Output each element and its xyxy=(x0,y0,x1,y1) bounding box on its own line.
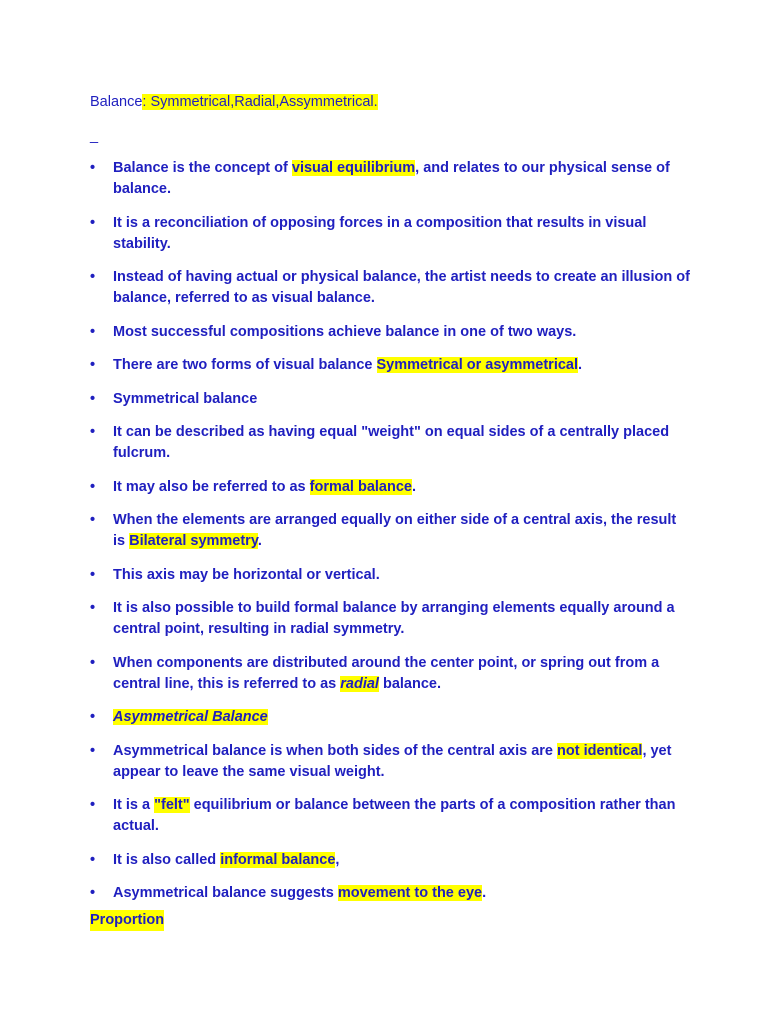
item-text-after: . xyxy=(482,885,487,901)
bullet-icon: • xyxy=(90,160,96,176)
item-text: It can be described as having equal "weight" on equal sides of a centrally placed fulcrum. xyxy=(113,424,670,461)
item-text-after: . xyxy=(257,533,262,549)
item-text-after: equilibrium or balance between the parts of a composition rather than actual. xyxy=(113,797,676,834)
item-text: It is a xyxy=(113,797,155,813)
item-highlight: "felt" xyxy=(154,797,190,813)
item-text: Balance is the concept of xyxy=(113,160,292,176)
list-item xyxy=(90,355,690,376)
list-item xyxy=(90,422,690,464)
item-text: There are two forms of visual balance xyxy=(113,357,377,373)
bullet-icon: • xyxy=(90,851,96,868)
bullet-icon: • xyxy=(90,566,96,583)
item-text-after: . xyxy=(411,478,417,495)
list-item xyxy=(90,213,690,255)
list-item xyxy=(90,477,690,498)
list-item xyxy=(90,741,690,783)
bullet-icon: • xyxy=(90,478,96,495)
bullet-icon: • xyxy=(90,269,96,285)
list-item xyxy=(90,510,690,552)
item-highlight: not identical xyxy=(557,742,643,759)
item-text: Instead of having actual or physical balance, the artist needs to create an illusion of balance, referred to as visual balance. xyxy=(113,269,690,306)
list-item xyxy=(90,653,690,695)
item-text-after: , xyxy=(335,851,340,868)
item-text: Asymmetrical balance is when both sides of the central axis are xyxy=(113,742,558,759)
bullet-icon: • xyxy=(90,709,96,725)
section-heading: Proportion xyxy=(90,910,164,931)
bullet-icon: • xyxy=(90,323,96,340)
list-item xyxy=(90,850,690,871)
item-text: It is also possible to build formal balance by arranging elements equally around a central point, resulting in radial symmetry. xyxy=(113,600,675,637)
list-item xyxy=(90,598,690,640)
item-text-after: , and relates to our physical sense of balance. xyxy=(113,160,670,197)
item-text-after: balance. xyxy=(378,675,441,692)
underscore-mark: _ xyxy=(90,128,99,144)
item-highlight: visual equilibrium xyxy=(291,160,416,176)
list-item xyxy=(90,565,690,586)
list-item xyxy=(90,267,690,309)
list-item xyxy=(90,707,690,728)
bullet-icon: • xyxy=(90,390,96,407)
bullet-icon: • xyxy=(90,654,96,671)
list-item xyxy=(90,883,690,904)
item-text: It is also called xyxy=(113,851,221,868)
item-text-after: . xyxy=(578,357,583,373)
item-text: It is a reconciliation of opposing forces in a composition that results in visual stability. xyxy=(113,214,647,252)
item-text: Symmetrical balance xyxy=(113,390,258,407)
bullet-icon: • xyxy=(90,600,96,616)
item-text: When the elements are arranged equally on either side of a central axis, the result is xyxy=(113,512,677,549)
title-label: Balance xyxy=(90,94,143,110)
item-highlight: formal balance xyxy=(309,478,412,495)
document-title xyxy=(90,92,378,113)
bullet-list xyxy=(90,158,690,917)
bullet-icon: • xyxy=(90,214,96,231)
bullet-icon: • xyxy=(90,357,96,373)
item-text: It may also be referred to as xyxy=(113,478,310,495)
item-text-after: , yet appear to leave the same visual weight. xyxy=(113,742,672,780)
item-text: When components are distributed around the center point, or spring out from a central line, this is referred to as xyxy=(113,654,660,692)
item-highlight: movement to the eye xyxy=(337,885,483,901)
list-item xyxy=(90,389,690,410)
bullet-icon: • xyxy=(90,512,96,528)
bullet-icon: • xyxy=(90,424,96,440)
title-highlight: : Symmetrical,Radial,Assymmetrical. xyxy=(142,94,378,110)
item-text: Most successful compositions achieve balance in one of two ways. xyxy=(113,323,577,340)
item-highlight: radial xyxy=(340,675,379,692)
item-highlight: Symmetrical or asymmetrical xyxy=(376,357,578,373)
item-text: This axis may be horizontal or vertical. xyxy=(113,566,380,583)
bullet-icon: • xyxy=(90,885,96,901)
item-highlight: Bilateral symmetry xyxy=(129,533,258,549)
item-highlight: informal balance xyxy=(220,851,336,868)
list-item xyxy=(90,322,690,343)
item-text: Asymmetrical balance suggests xyxy=(113,885,338,901)
bullet-icon: • xyxy=(90,797,96,813)
bullet-icon: • xyxy=(90,742,96,759)
item-highlight: Asymmetrical Balance xyxy=(113,709,268,725)
list-item xyxy=(90,795,690,837)
list-item xyxy=(90,158,690,200)
